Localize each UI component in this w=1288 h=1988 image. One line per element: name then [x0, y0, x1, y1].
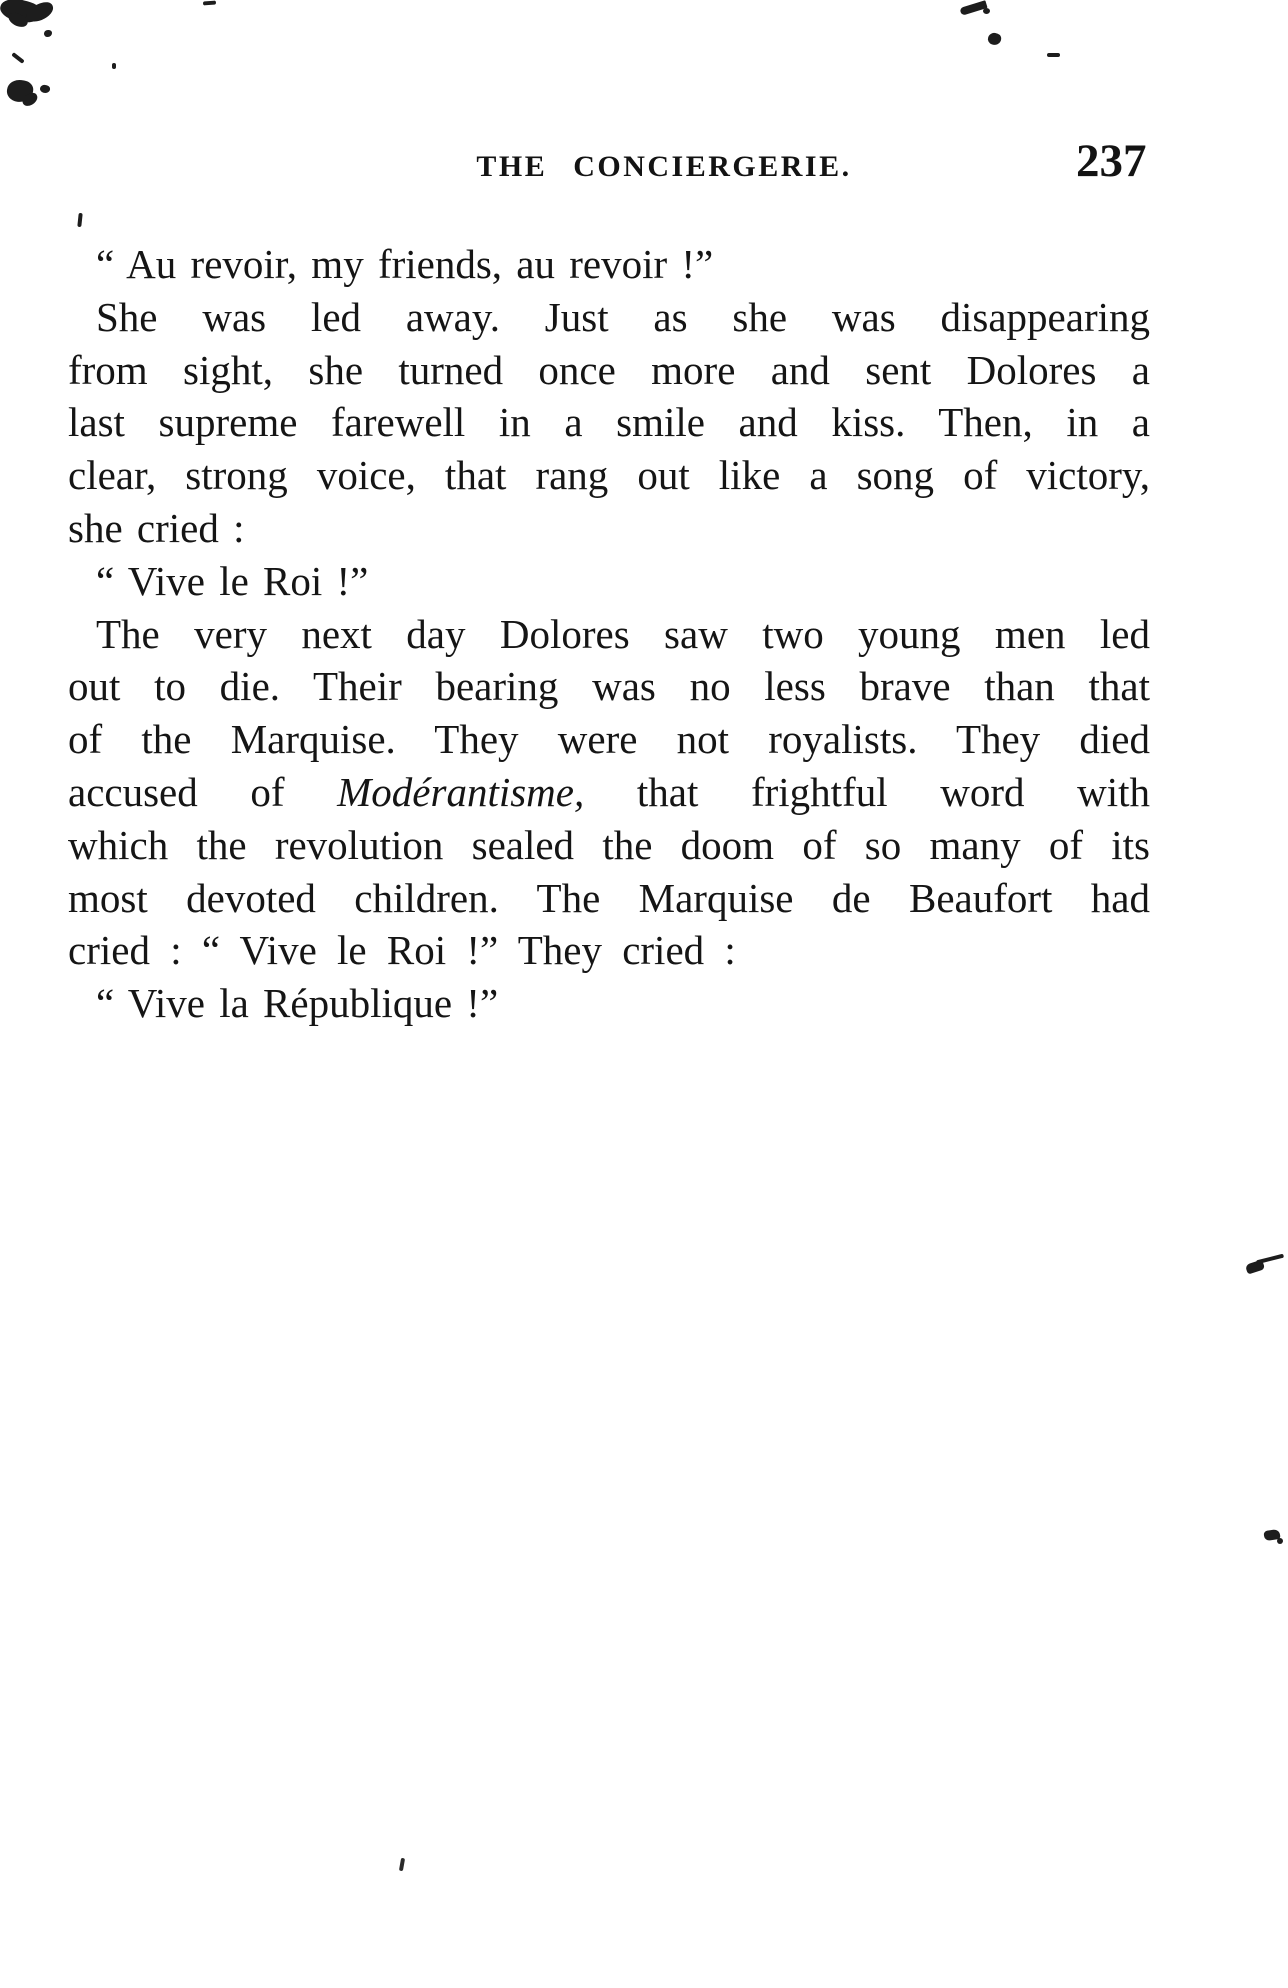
ink-speck-left-margin: [77, 213, 82, 227]
text-line: which the revolution sealed the doom of so many of its: [68, 821, 1150, 868]
text-line: most devoted children. The Marquise de Beaufort had: [68, 874, 1150, 921]
running-header-title: THE CONCIERGERIE.: [476, 150, 852, 183]
text-line: “ Vive la République !”: [96, 980, 499, 1027]
italic-term: Modérantisme,: [337, 768, 585, 815]
text-line: “ Au revoir, my friends, au revoir !”: [96, 241, 714, 287]
text-line: from sight, she turned once more and sent Dolores a: [68, 346, 1150, 393]
text-line: out to die. Their bearing was no less brave than that: [68, 663, 1150, 710]
text-line: she cried :: [68, 504, 245, 551]
body-text: [68, 238, 1150, 1030]
text-line: clear, strong voice, that rang out like a song of victory,: [68, 452, 1150, 499]
text-line: of the Marquise. They were not royalists. They died: [68, 716, 1150, 763]
text-line: The very next day Dolores saw two young men led: [96, 610, 1150, 657]
text-segment: accused of: [68, 768, 338, 815]
text-line: She was led away. Just as she was disappearing: [96, 293, 1150, 340]
ink-speck-bottom: [399, 1858, 405, 1871]
text-line: [68, 766, 1150, 819]
text-line: last supreme farewell in a smile and kiss. Then, in a: [68, 399, 1150, 446]
text-segment: that frightful word with: [584, 768, 1150, 815]
text-line: cried : “ Vive le Roi !” They cried :: [68, 927, 736, 974]
text-line: “ Vive le Roi !”: [96, 557, 369, 604]
page-number: 237: [1076, 135, 1147, 187]
